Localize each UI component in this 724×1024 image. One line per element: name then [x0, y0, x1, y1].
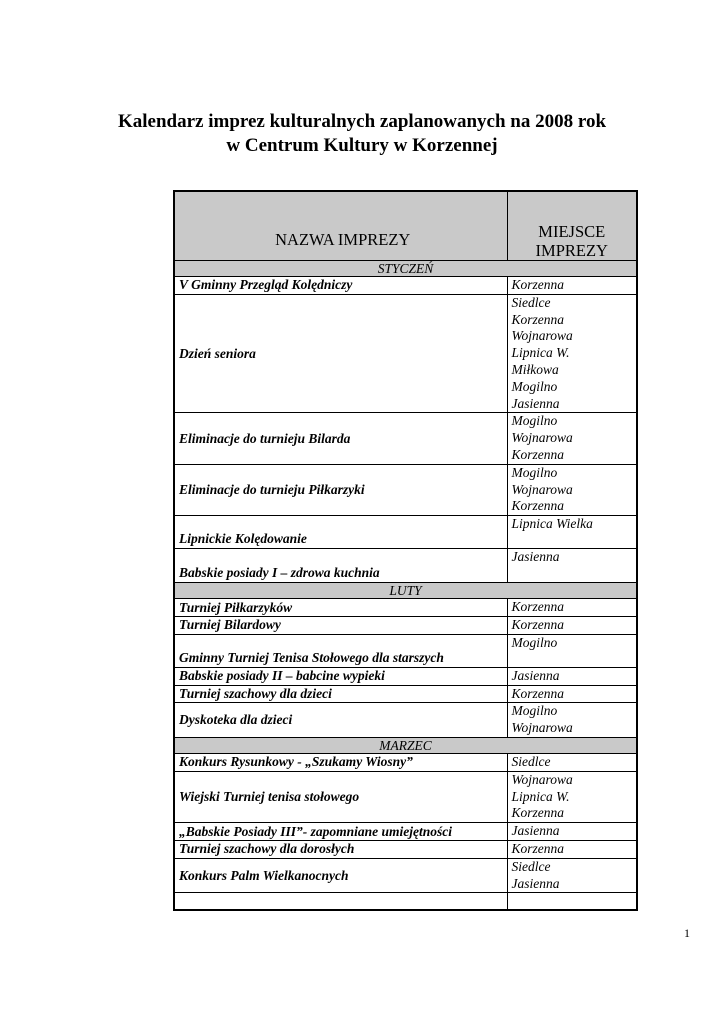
event-row: [174, 277, 637, 295]
event-place: Siedlce: [511, 753, 551, 769]
event-name: Babskie posiady II – babcine wypieki: [174, 667, 507, 685]
event-places: [507, 634, 637, 667]
event-row: [174, 516, 637, 549]
event-name: Wiejski Turniej tenisa stołowego: [174, 771, 507, 822]
event-places: [507, 616, 637, 634]
event-place: Wojnarowa: [511, 481, 573, 497]
event-name: Turniej szachowy dla dzieci: [174, 685, 507, 703]
month-label: STYCZEŃ: [174, 261, 637, 277]
event-place: Wojnarowa: [511, 430, 573, 446]
month-label: MARZEC: [174, 737, 637, 753]
event-row: [174, 634, 637, 667]
event-name: V Gminny Przegląd Kolędniczy: [174, 277, 507, 295]
event-name: Turniej Bilardowy: [174, 616, 507, 634]
event-places: [507, 413, 637, 464]
event-places: [507, 549, 637, 583]
event-places: [507, 294, 637, 413]
event-name: Lipnickie Kolędowanie: [174, 516, 507, 549]
event-place: Korzenna: [511, 840, 565, 856]
event-name: Dyskoteka dla dzieci: [174, 703, 507, 738]
event-place: Lipnica W.: [511, 788, 570, 804]
event-place: Mogilno: [511, 413, 558, 429]
event-place: Jasienna: [511, 823, 560, 839]
event-place: Siedlce: [511, 858, 551, 874]
header-place-line-2: IMPREZY: [535, 241, 608, 260]
event-place: Lipnica W.: [511, 345, 570, 361]
event-place: Korzenna: [511, 498, 565, 514]
event-name: Eliminacje do turnieju Bilarda: [174, 413, 507, 464]
event-places: [507, 823, 637, 841]
table-header-row: [174, 191, 637, 261]
event-place: Jasienna: [511, 395, 560, 411]
event-place: Wojnarowa: [511, 328, 573, 344]
month-row: [174, 737, 637, 753]
empty-cell: [174, 893, 507, 910]
event-name: Turniej szachowy dla dorosłych: [174, 840, 507, 858]
events-body: [174, 261, 637, 910]
event-name: Turniej Piłkarzyków: [174, 599, 507, 617]
event-row: [174, 599, 637, 617]
event-place: Jasienna: [511, 549, 560, 565]
event-row: [174, 771, 637, 822]
event-places: [507, 840, 637, 858]
event-place: Mogilno: [511, 378, 558, 394]
event-places: [507, 277, 637, 295]
event-place: Korzenna: [511, 277, 565, 292]
event-row: [174, 858, 637, 893]
event-row: [174, 667, 637, 685]
event-row: [174, 464, 637, 515]
month-row: [174, 583, 637, 599]
event-place: Mogilno: [511, 464, 558, 480]
month-row: [174, 261, 637, 277]
event-places: [507, 703, 637, 738]
header-event-name: NAZWA IMPREZY: [174, 191, 507, 261]
event-name: Konkurs Palm Wielkanocnych: [174, 858, 507, 893]
event-places: [507, 771, 637, 822]
event-place: Lipnica Wielka: [511, 516, 593, 532]
event-row: [174, 616, 637, 634]
event-name: Babskie posiady I – zdrowa kuchnia: [174, 549, 507, 583]
event-row: [174, 753, 637, 771]
event-place: Jasienna: [511, 667, 560, 683]
empty-row: [174, 893, 637, 910]
event-place: Wojnarowa: [511, 720, 573, 736]
event-places: [507, 858, 637, 893]
event-place: Korzenna: [511, 685, 565, 701]
month-label: LUTY: [174, 583, 637, 599]
header-event-place: [507, 191, 637, 261]
event-name: Eliminacje do turnieju Piłkarzyki: [174, 464, 507, 515]
event-places: [507, 599, 637, 617]
event-place: Korzenna: [511, 446, 565, 462]
title-line-2: w Centrum Kultury w Korzennej: [226, 135, 498, 156]
event-row: [174, 703, 637, 738]
empty-cell: [507, 893, 637, 910]
event-name: Konkurs Rysunkowy - „Szukamy Wiosny”: [174, 753, 507, 771]
event-row: [174, 840, 637, 858]
event-name: Gminny Turniej Tenisa Stołowego dla starszych: [174, 634, 507, 667]
event-row: [174, 549, 637, 583]
event-places: [507, 667, 637, 685]
event-place: Korzenna: [511, 599, 565, 615]
event-places: [507, 516, 637, 549]
event-place: Jasienna: [511, 875, 560, 891]
event-place: Korzenna: [511, 616, 565, 632]
event-row: [174, 413, 637, 464]
event-name: Dzień seniora: [174, 294, 507, 413]
event-place: Siedlce: [511, 294, 551, 310]
event-row: [174, 294, 637, 413]
event-place: Korzenna: [511, 805, 565, 821]
document-title: [0, 110, 724, 158]
page-number: 1: [684, 926, 690, 940]
event-place: Mogilno: [511, 634, 558, 650]
events-table: [173, 190, 638, 911]
event-row: [174, 685, 637, 703]
event-place: Miłkowa: [511, 361, 559, 377]
event-place: Wojnarowa: [511, 771, 573, 787]
event-place: Korzenna: [511, 311, 565, 327]
event-places: [507, 685, 637, 703]
header-place-line-1: MIEJSCE: [538, 222, 606, 241]
event-place: Mogilno: [511, 703, 558, 719]
event-name: „Babskie Posiady III”- zapomniane umiejętności: [174, 823, 507, 841]
title-line-1: Kalendarz imprez kulturalnych zaplanowanych na 2008 rok: [117, 111, 607, 132]
event-row: [174, 823, 637, 841]
event-places: [507, 464, 637, 515]
event-places: [507, 753, 637, 771]
